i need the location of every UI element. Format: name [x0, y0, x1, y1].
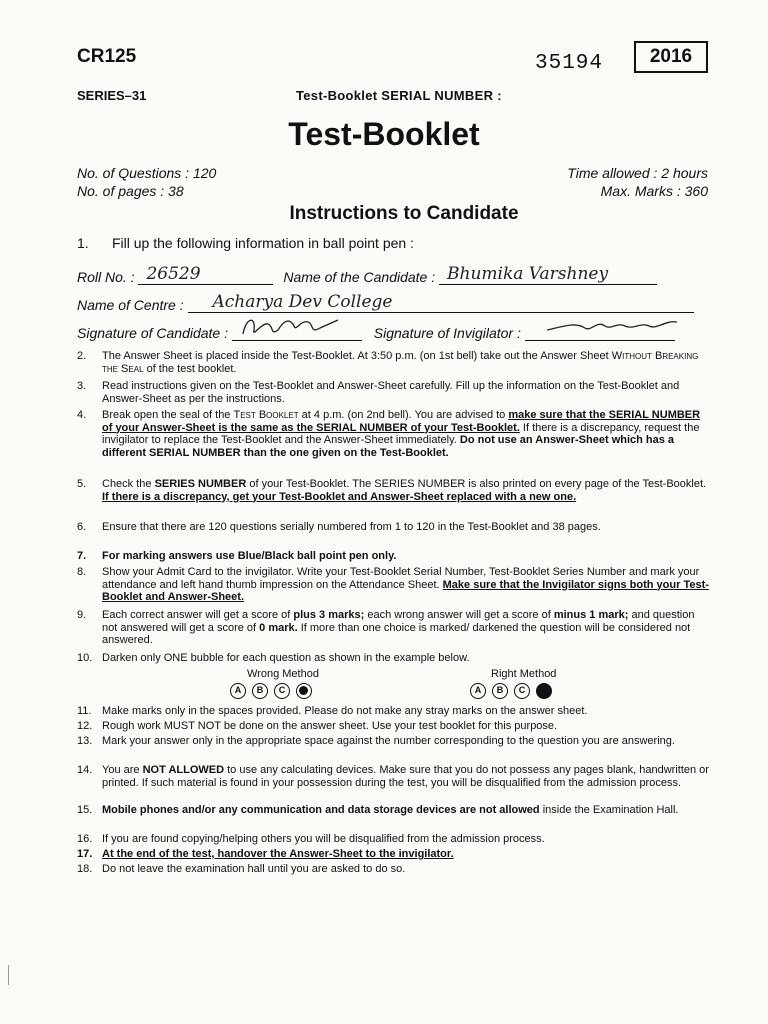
name-field[interactable]	[439, 266, 657, 285]
item-number: 10.	[77, 652, 93, 664]
instruction-text: to use any calculating devices. Make sure that you do not possess any pages blank, handwritten or printed. If such material is found in your possession during the test, you will be disqualified from the admission process.	[102, 764, 709, 789]
instruction-text: The Answer Sheet is placed inside the Test-Booklet. At 3:50 p.m. (on 1st bell) take out the Answer Sheet	[102, 350, 612, 362]
instruction-5	[77, 478, 711, 503]
questions-count: No. of Questions : 120	[77, 165, 217, 181]
instruction-text: For marking answers use Blue/Black ball point pen only.	[102, 550, 397, 562]
time-allowed: Time allowed : 2 hours	[567, 165, 708, 181]
instruction-7	[77, 550, 711, 563]
name-label: Name of the Candidate :	[283, 269, 436, 285]
year-box: 2016	[634, 41, 708, 73]
instruction-text: Without Breaking the Seal	[102, 350, 699, 375]
instruction-2	[77, 350, 711, 375]
item-number: 15.	[77, 804, 93, 816]
item-number: 11.	[77, 705, 92, 717]
series-label: SERIES–31	[77, 88, 147, 103]
page-title: Test-Booklet	[288, 116, 480, 152]
max-marks: Max. Marks : 360	[600, 183, 708, 199]
centre-row	[77, 294, 694, 313]
item-number: 18.	[77, 863, 93, 875]
instruction-text: of your Test-Booklet. The SERIES NUMBER is also printed on every page of the Test-Booklet.	[246, 478, 707, 490]
instruction-text: Each correct answer will get a score of	[102, 609, 294, 621]
item-number: 6.	[77, 521, 87, 533]
instruction-text: Mark your answer only in the appropriate space against the number corresponding to the question you are answering.	[102, 735, 675, 747]
instruction-1	[77, 235, 414, 251]
bubble-filled	[536, 683, 552, 699]
instruction-14	[77, 764, 711, 789]
instruction-text: plus 3 marks;	[293, 609, 365, 621]
instruction-text: If there is a discrepancy, request the invigilator to replace the Test-Booklet and the Answer-Sheet immediately.	[102, 421, 700, 446]
instruction-text: Darken only ONE bubble for each question as shown in the example below.	[102, 652, 470, 664]
signature-row	[77, 322, 675, 341]
bubble-option: A	[470, 683, 486, 699]
instruction-text: Mobile phones and/or any communication and data storage devices are not allowed	[102, 804, 540, 816]
instruction-13	[77, 735, 711, 748]
invigilator-signature-field[interactable]	[525, 322, 675, 341]
bubble-option: C	[514, 683, 530, 699]
instruction-9	[77, 609, 711, 647]
instruction-text: If more than one choice is marked/ darkened the question will be considered not answered.	[102, 621, 691, 646]
invigilator-signature-label: Signature of Invigilator :	[373, 325, 521, 341]
instruction-text: inside the Examination Hall.	[539, 804, 679, 816]
margin-mark	[8, 965, 9, 985]
instruction-text: SERIES NUMBER	[154, 478, 247, 490]
item-number: 16.	[77, 833, 93, 845]
instruction-text: Ensure that there are 120 questions serially numbered from 1 to 120 in the Test-Booklet and 38 pages.	[102, 521, 601, 533]
instruction-4	[77, 409, 711, 459]
instruction-18	[77, 863, 711, 876]
bubble-option: B	[252, 683, 268, 699]
booklet-code: CR125	[77, 46, 137, 67]
instruction-text: and question not answered will get a score of	[102, 609, 695, 634]
instruction-text: Make sure that the Invigilator signs both your Test-Booklet and Answer-Sheet.	[102, 578, 709, 603]
instruction-10	[77, 652, 711, 665]
instruction-text: Read instructions given on the Test-Booklet and Answer-Sheet carefully. Fill up the information on the Test-Booklet and Answer-Sheet as per the instructions.	[102, 380, 680, 405]
instruction-15	[77, 804, 711, 817]
serial-number: 35194	[535, 52, 604, 75]
item-number: 9.	[77, 609, 87, 621]
centre-value: Acharya Dev College	[212, 292, 393, 312]
invigilator-signature-scribble	[545, 316, 685, 340]
instruction-text: Rough work MUST NOT be done on the answer sheet. Use your test booklet for this purpose.	[102, 720, 558, 732]
instruction-text: Break open the seal of the	[102, 409, 234, 421]
bubble-partially-filled	[296, 683, 312, 699]
candidate-signature-scribble	[238, 312, 348, 342]
instruction-text: each wrong answer will get a score of	[364, 609, 554, 621]
instruction-text: Do not use an Answer-Sheet which has a different SERIAL NUMBER than the one given on the Test-Booklet.	[102, 434, 675, 459]
instruction-text: If there is a discrepancy, get your Test-Booklet and Answer-Sheet replaced with a new one.	[102, 490, 577, 503]
item-number: 17.	[77, 848, 93, 860]
roll-field[interactable]	[138, 266, 273, 285]
instruction-3	[77, 380, 711, 405]
instruction-11	[77, 705, 711, 718]
name-value: Bhumika Varshney	[447, 264, 609, 284]
instruction-text: NOT ALLOWED	[142, 764, 225, 776]
serial-number-label: Test-Booklet SERIAL NUMBER :	[296, 88, 502, 103]
instruction-text: Do not leave the examination hall until you are asked to do so.	[102, 863, 406, 875]
instruction-text: 0 mark.	[259, 621, 298, 634]
roll-label: Roll No. :	[77, 269, 135, 285]
instruction-8	[77, 566, 711, 604]
roll-row	[77, 266, 657, 285]
instruction-text: If you are found copying/helping others you will be disqualified from the admission process.	[102, 833, 545, 845]
item-number: 13.	[77, 735, 93, 747]
item-number: 2.	[77, 350, 87, 362]
item-number: 3.	[77, 380, 87, 392]
right-method-example	[470, 683, 552, 699]
instruction-text: minus 1 mark;	[553, 609, 629, 621]
centre-label: Name of Centre :	[77, 297, 184, 313]
bubble-option: A	[230, 683, 246, 699]
candidate-signature-label: Signature of Candidate :	[77, 325, 228, 341]
item-number: 1.	[77, 235, 89, 251]
roll-value: 26529	[146, 264, 201, 284]
instruction-text: Check the	[102, 478, 155, 490]
item-number: 8.	[77, 566, 87, 578]
candidate-signature-field[interactable]	[232, 322, 362, 341]
instruction-text: At the end of the test, handover the Answer-Sheet to the invigilator.	[102, 848, 454, 860]
bubble-option: C	[274, 683, 290, 699]
instruction-text: at 4 p.m. (on 2nd bell). You are advised to	[298, 409, 509, 421]
bubble-option: B	[492, 683, 508, 699]
item-number: 14.	[77, 764, 93, 776]
wrong-method-example	[230, 683, 312, 699]
instructions-heading: Instructions to Candidate	[289, 203, 519, 224]
instruction-17	[77, 848, 711, 861]
instruction-text: Test Booklet	[233, 409, 299, 421]
right-method-label: Right Method	[491, 668, 557, 680]
instruction-text: of the test booklet.	[143, 362, 237, 375]
centre-field[interactable]	[188, 294, 694, 313]
pages-count: No. of pages : 38	[77, 183, 184, 199]
instruction-16	[77, 833, 711, 846]
instruction-text: make sure that the SERIAL NUMBER of your Answer-Sheet is the same as the SERIAL NUMBER of your Test-Booklet.	[102, 409, 701, 434]
instruction-12	[77, 720, 711, 733]
instruction-text: You are	[102, 764, 143, 776]
item-number: 7.	[77, 550, 87, 562]
instruction-6	[77, 521, 711, 534]
fill-instruction: Fill up the following information in ball point pen :	[112, 235, 414, 251]
wrong-method-label: Wrong Method	[247, 668, 319, 680]
instruction-text: Show your Admit Card to the invigilator. Write your Test-Booklet Serial Number, Test-Booklet Series Number and mark your attendance and left hand thumb impression on the Attendance Sheet.	[102, 566, 700, 591]
instruction-text: Make marks only in the spaces provided. Please do not make any stray marks on the answer sheet.	[102, 705, 588, 717]
item-number: 5.	[77, 478, 87, 490]
item-number: 4.	[77, 409, 87, 421]
item-number: 12.	[77, 720, 93, 732]
